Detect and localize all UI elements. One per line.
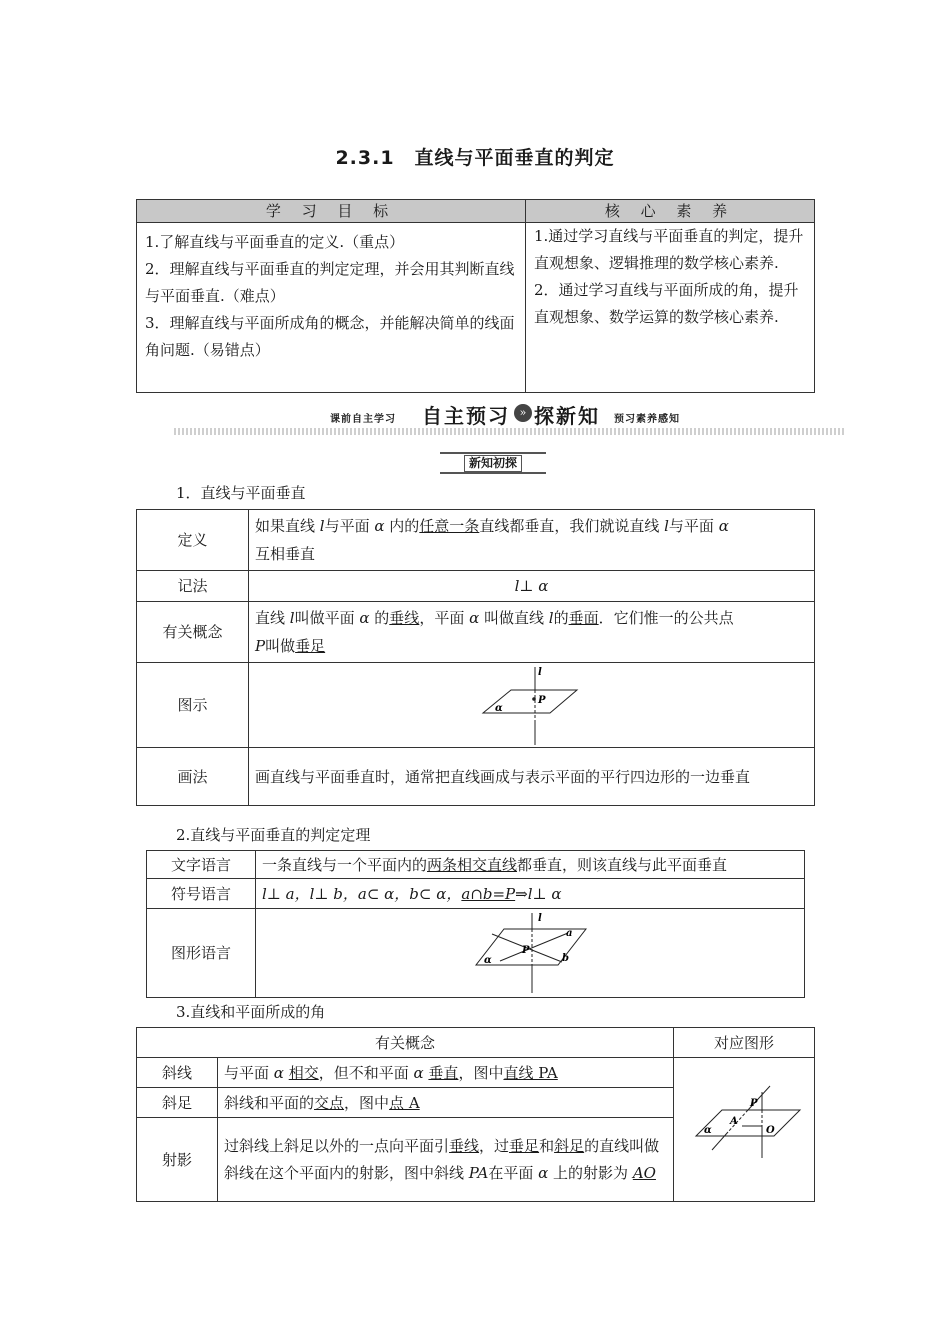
banner-title-left: 自主预习 bbox=[422, 404, 510, 428]
banner-right-label: 预习素养感知 bbox=[614, 414, 680, 425]
definition-table bbox=[136, 509, 815, 806]
literacy-item: 1.通过学习直线与平面垂直的判定，提升直观想象、逻辑推理的数学核心素养. bbox=[534, 227, 804, 272]
section2-heading: 2.直线与平面垂直的判定定理 bbox=[176, 826, 371, 844]
figure-label-a: a bbox=[566, 928, 573, 939]
drawing-method-text: 画直线与平面垂直时，通常把直线画成与表示平面的平行四边形的一边垂直 bbox=[249, 748, 815, 806]
figure-label-o: O bbox=[766, 1124, 775, 1136]
theorem-figure bbox=[256, 909, 801, 997]
row-label: 斜线 bbox=[137, 1058, 218, 1088]
goals-right-cell bbox=[526, 223, 815, 393]
projection-text: 过斜线上斜足以外的一点向平面引垂线，过垂足和斜足的直线叫做斜线在这个平面内的射影，图中斜线 PA在平面 α 上的射影为 AO bbox=[218, 1118, 674, 1202]
row-label: 有关概念 bbox=[137, 602, 249, 663]
figure-label-alpha: α bbox=[495, 703, 503, 714]
banner-left-label: 课前自主学习 bbox=[330, 414, 396, 425]
figure-label-l: l bbox=[538, 667, 542, 678]
section1-heading: 1．直线与平面垂直 bbox=[176, 484, 306, 502]
goal-item: 2．理解直线与平面垂直的判定定理，并会用其判断直线与平面垂直.（难点） bbox=[145, 260, 515, 305]
theorem-figure-cell bbox=[256, 909, 805, 998]
section-tag: 新知初探 bbox=[440, 452, 546, 474]
goals-header-left: 学 习 目 标 bbox=[137, 200, 526, 223]
oblique-text: 与平面 α 相交，但不和平面 α 垂直，图中直线 PA bbox=[218, 1058, 674, 1088]
figure-label-alpha: α bbox=[484, 955, 492, 966]
definition-text: 如果直线 l与平面 α 内的任意一条直线都垂直，我们就说直线 l与平面 α 互相垂直 bbox=[249, 510, 815, 571]
perpendicular-line-figure bbox=[249, 663, 814, 747]
row-label: 记法 bbox=[137, 571, 249, 602]
figure-label-alpha: α bbox=[704, 1124, 712, 1136]
header-concept: 有关概念 bbox=[137, 1028, 674, 1058]
row-label: 定义 bbox=[137, 510, 249, 571]
theorem-table bbox=[146, 850, 805, 998]
banner-title-right: 探新知 bbox=[534, 404, 600, 428]
oblique-line-figure bbox=[674, 1060, 812, 1200]
figure-label-l: l bbox=[538, 913, 542, 924]
theorem-symbols: l⊥ a，l⊥ b，a⊂ α，b⊂ α，a∩b=P⇒l⊥ α bbox=[256, 879, 805, 909]
row-label: 图形语言 bbox=[147, 909, 256, 998]
foot-text: 斜线和平面的交点，图中点 A bbox=[218, 1088, 674, 1118]
goals-table bbox=[136, 199, 815, 393]
figure-label-p: P bbox=[538, 695, 546, 706]
notation-text: l⊥ α bbox=[249, 571, 815, 602]
figure-label-b: b bbox=[562, 953, 569, 964]
row-label: 画法 bbox=[137, 748, 249, 806]
row-label: 文字语言 bbox=[147, 851, 256, 879]
figure-label-p: P bbox=[522, 945, 530, 956]
double-chevron-icon: » bbox=[514, 404, 532, 422]
row-label: 图示 bbox=[137, 663, 249, 748]
goals-header-right: 核 心 素 养 bbox=[526, 200, 815, 223]
figure-label-a: A bbox=[730, 1115, 738, 1127]
figure-label-p: P bbox=[750, 1097, 758, 1109]
literacy-item: 2．通过学习直线与平面所成的角，提升直观想象、数学运算的数学核心素养. bbox=[534, 281, 799, 326]
header-figure: 对应图形 bbox=[674, 1028, 815, 1058]
theorem-text: 一条直线与一个平面内的两条相交直线都垂直，则该直线与此平面垂直 bbox=[256, 851, 805, 879]
section3-heading: 3.直线和平面所成的角 bbox=[176, 1003, 326, 1021]
row-label: 射影 bbox=[137, 1118, 218, 1202]
page-title: 2.3.1 直线与平面垂直的判定 bbox=[335, 147, 615, 169]
angle-figure-cell bbox=[674, 1058, 815, 1202]
concept-text: 直线 l叫做平面 α 的垂线，平面 α 叫做直线 l的垂面．它们惟一的公共点 P叫做垂足 bbox=[249, 602, 815, 663]
goals-left-cell bbox=[137, 223, 526, 393]
goal-item: 1.了解直线与平面垂直的定义.（重点） bbox=[145, 233, 405, 251]
figure-cell bbox=[249, 663, 815, 748]
goal-item: 3．理解直线与平面所成角的概念，并能解决简单的线面角问题.（易错点） bbox=[145, 314, 515, 359]
row-label: 符号语言 bbox=[147, 879, 256, 909]
banner-divider bbox=[174, 428, 846, 435]
angle-table bbox=[136, 1027, 815, 1202]
row-label: 斜足 bbox=[137, 1088, 218, 1118]
